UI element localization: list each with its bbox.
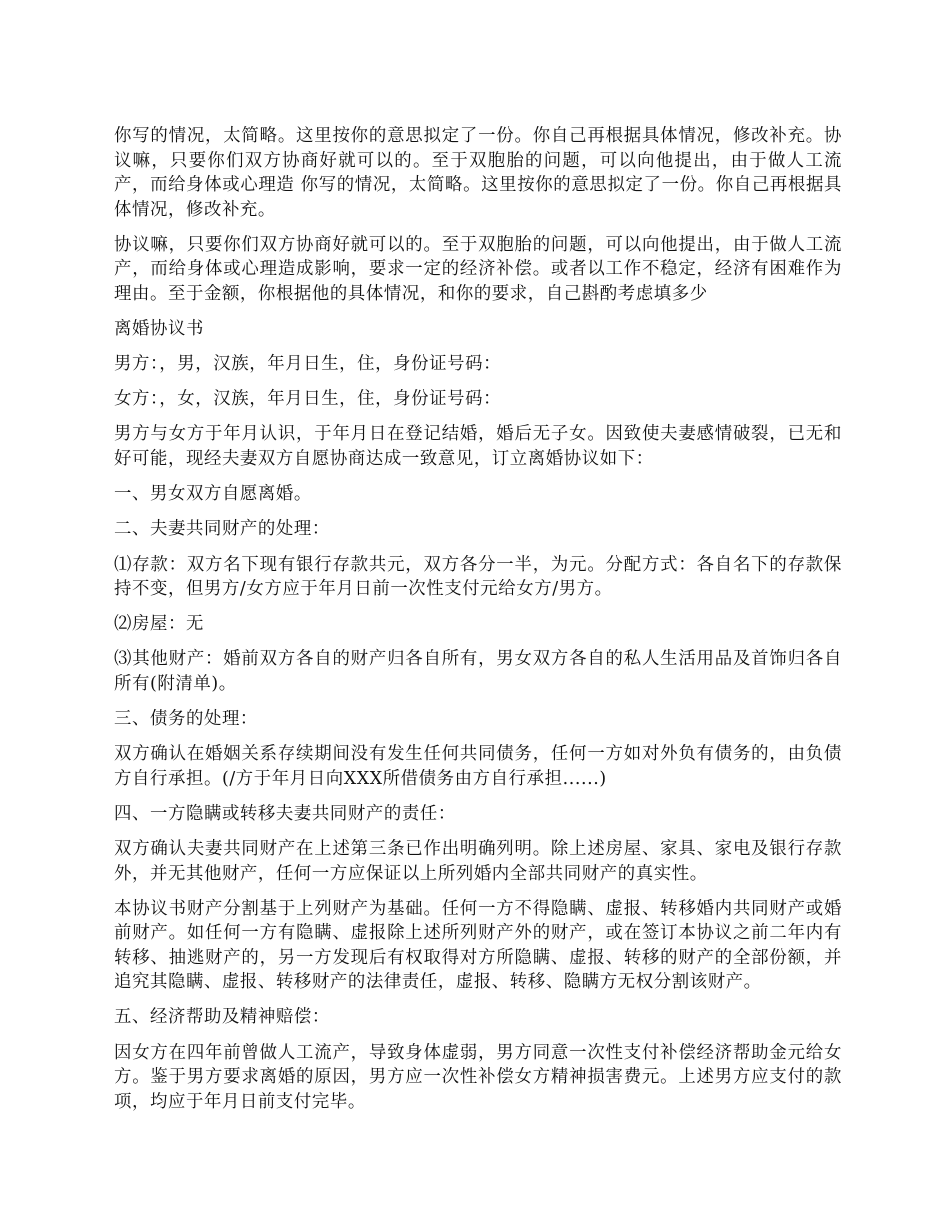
section-4-heading: 四、一方隐瞒或转移夫妻共同财产的责任： [114, 803, 456, 824]
document-title: 离婚协议书 [114, 318, 204, 339]
intro-paragraph-2: 协议嘛，只要你们双方协商好就可以的。至于双胞胎的问题，可以向他提出，由于做人工流产，而给身体或心理造成影响，要求一定的经济补偿。或者以工作不稳定，经济有困难作为理由。至于金额，你根据他的具体情况，和你的要求，自己斟酌考虑填多少 [114, 234, 842, 304]
debt-clause: 双方确认在婚姻关系存续期间没有发生任何共同债务，任何一方如对外负有债务的，由负债方自行承担。(/方于年月日向XXX所借债务由方自行承担......) [114, 744, 842, 789]
document-page [114, 124, 842, 1125]
section-3-heading: 三、债务的处理： [114, 708, 258, 729]
deposit-clause: ⑴存款：双方名下现有银行存款共元，双方各分一半，为元。分配方式：各自名下的存款保持不变，但男方/女方应于年月日前一次性支付元给女方/男方。 [114, 554, 842, 599]
section-5-heading: 五、经济帮助及精神赔偿： [114, 1007, 330, 1027]
preamble-paragraph: 男方与女方于年月认识，于年月日在登记结婚，婚后无子女。因致使夫妻感情破裂，已无和好可能，现经夫妻双方自愿协商达成一致意见，订立离婚协议如下： [114, 424, 842, 469]
section-1-heading: 一、男女双方自愿离婚。 [114, 483, 312, 504]
concealment-clause: 本协议书财产分割基于上列财产为基础。任何一方不得隐瞒、虚报、转移婚内共同财产或婚前财产。如任何一方有隐瞒、虚报除上述所列财产外的财产，或在签订本协议之前二年内有转移、抽逃财产的，另一方发现后有权取得对方所隐瞒、虚报、转移的财产的全部份额，并追究其隐瞒、虚报、转移财产的法律责任，虚报、转移、隐瞒方无权分割该财产。 [114, 898, 842, 992]
property-confirmation-clause: 双方确认夫妻共同财产在上述第三条已作出明确列明。除上述房屋、家具、家电及银行存款外，并无其他财产，任何一方应保证以上所列婚内全部共同财产的真实性。 [114, 839, 842, 884]
male-party-line: 男方：，男，汉族，年月日生，住，身份证号码： [114, 354, 502, 374]
female-party-line: 女方：，女，汉族，年月日生，住，身份证号码： [114, 389, 502, 409]
compensation-clause: 因女方在四年前曾做人工流产，导致身体虚弱，男方同意一次性支付补偿经济帮助金元给女方。鉴于男方要求离婚的原因，男方应一次性补偿女方精神损害费元。上述男方应支付的款项，均应于年月日前支付完毕。 [114, 1042, 842, 1112]
intro-paragraph-1: 你写的情况，太简略。这里按你的意思拟定了一份。你自己再根据具体情况，修改补充。协议嘛，只要你们双方协商好就可以的。至于双胞胎的问题，可以向他提出，由于做人工流产，而给身体或心理造 你写的情况，太简略。这里按你的意思拟定了一份。你自己再根据具体情况，修改补充。 [114, 126, 842, 220]
house-clause: ⑵房屋：无 [114, 614, 204, 634]
section-2-heading: 二、夫妻共同财产的处理： [114, 519, 330, 539]
other-property-clause: ⑶其他财产：婚前双方各自的财产归各自所有，男女双方各自的私人生活用品及首饰归各自所有(附清单)。 [114, 649, 842, 694]
